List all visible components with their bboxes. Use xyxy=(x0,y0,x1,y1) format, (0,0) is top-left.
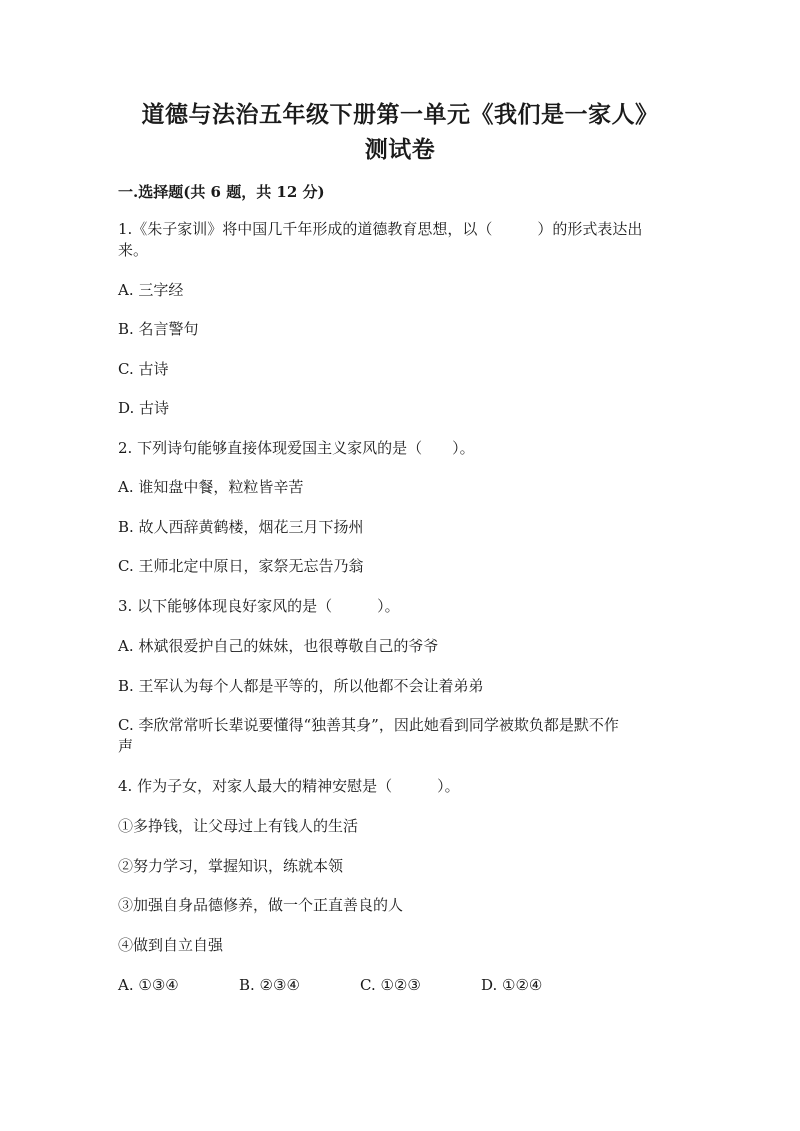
q1-option-b: B. 名言警句 xyxy=(118,320,199,338)
q2-stem: 2. 下列诗句能够直接体现爱国主义家风的是（ ）。 xyxy=(118,439,475,457)
q3-option-c-line1: C. 李欣常常听长辈说要懂得“独善其身”，因此她看到同学被欺负都是默不作 xyxy=(118,716,619,734)
q4-choice-a: A. ①③④ xyxy=(118,976,179,994)
section-heading: 一.选择题(共 6 题，共 12 分) xyxy=(118,183,325,201)
q3-option-b: B. 王军认为每个人都是平等的，所以他都不会让着弟弟 xyxy=(118,677,484,695)
q4-choice-d: D. ①②④ xyxy=(481,976,543,994)
q4-item-1: ①多挣钱，让父母过上有钱人的生活 xyxy=(118,817,359,835)
exam-title-line2: 测试卷 xyxy=(364,136,436,163)
exam-title-line1: 道德与法治五年级下册第一单元《我们是一家人》 xyxy=(141,101,659,128)
q4-item-4: ④做到自立自强 xyxy=(118,936,224,954)
q4-choice-c: C. ①②③ xyxy=(360,976,421,994)
q3-option-c-line2: 声 xyxy=(118,737,134,755)
q1-stem-line2: 来。 xyxy=(118,241,149,259)
q4-choice-b: B. ②③④ xyxy=(239,976,300,994)
q1-option-c: C. 古诗 xyxy=(118,360,169,378)
q1-stem-line1: 1.《朱子家训》将中国几千年形成的道德教育思想，以（ ）的形式表达出 xyxy=(118,220,643,238)
q4-stem: 4. 作为子女，对家人最大的精神安慰是（ ）。 xyxy=(118,777,460,795)
q2-option-c: C. 王师北定中原日，家祭无忘告乃翁 xyxy=(118,557,364,575)
q2-option-b: B. 故人西辞黄鹤楼，烟花三月下扬州 xyxy=(118,518,364,536)
q4-item-2: ②努力学习，掌握知识，练就本领 xyxy=(118,857,344,875)
q4-item-3: ③加强自身品德修养，做一个正直善良的人 xyxy=(118,896,404,914)
q1-option-d: D. 古诗 xyxy=(118,399,170,417)
q2-option-a: A. 谁知盘中餐，粒粒皆辛苦 xyxy=(118,478,304,496)
q3-option-a: A. 林斌很爱护自己的妹妹，也很尊敬自己的爷爷 xyxy=(118,637,439,655)
q3-stem: 3. 以下能够体现良好家风的是（ ）。 xyxy=(118,597,400,615)
q1-option-a: A. 三字经 xyxy=(118,281,184,299)
q4-choices xyxy=(118,975,602,995)
